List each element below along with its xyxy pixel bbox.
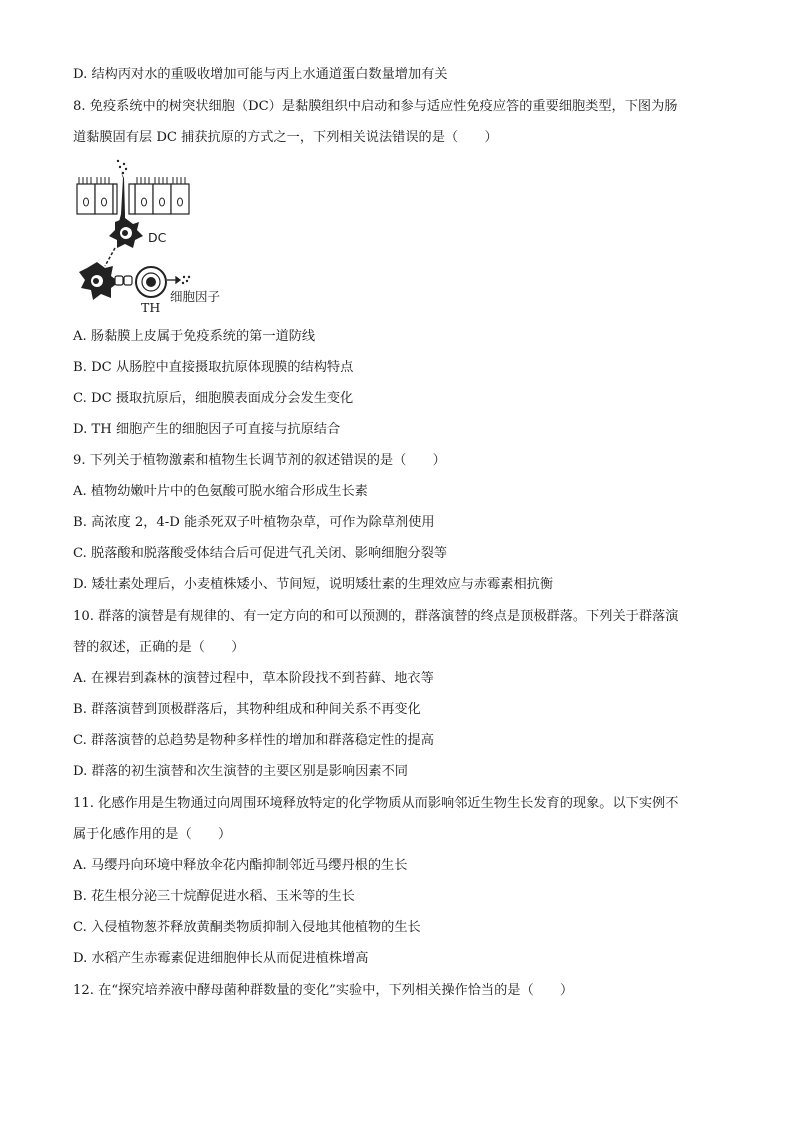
dc-antigen-figure <box>73 158 243 318</box>
th-label: TH <box>141 300 161 315</box>
dc-label: DC <box>148 230 167 245</box>
q8-option-c: C. DC 摄取抗原后，细胞膜表面成分会发生变化 <box>73 391 354 406</box>
q9-option-b: B. 高浓度 2，4-D 能杀死双子叶植物杂草，可作为除草剂使用 <box>73 515 435 530</box>
epithelium-layer-icon <box>77 184 189 214</box>
cytokine-label: 细胞因子 <box>170 289 221 304</box>
q9-option-c: C. 脱落酸和脱落酸受体结合后可促进气孔关闭、影响细胞分裂等 <box>73 546 448 561</box>
q12-stem: 12. 在“探究培养液中酵母菌种群数量的变化”实验中，下列相关操作恰当的是（ ） <box>73 983 574 998</box>
q11-option-a: A. 马缨丹向环境中释放伞花内酯抑制邻近马缨丹根的生长 <box>73 858 408 873</box>
q8-option-a: A. 肠黏膜上皮属于免疫系统的第一道防线 <box>73 329 316 344</box>
q10-option-c: C. 群落演替的总趋势是物种多样性的增加和群落稳定性的提高 <box>73 733 434 748</box>
antigen-dots-icon <box>117 160 127 174</box>
microvilli-icon <box>79 177 185 184</box>
q10-option-a: A. 在裸岩到森林的演替过程中，草本阶段找不到苔藓、地衣等 <box>73 671 434 686</box>
dc-cell-icon <box>79 262 119 300</box>
q11-stem-line-2: 属于化感作用的是（ ） <box>73 827 232 842</box>
dc-dendrite-icon <box>119 172 125 222</box>
th-cell-icon <box>136 267 166 297</box>
q10-stem-line-2: 替的叙述，正确的是（ ） <box>73 640 245 655</box>
q11-stem-line-1: 11. 化感作用是生物通过向周围环境释放特定的化学物质从而影响邻近生物生长发育的现象。以下实例不 <box>73 796 679 811</box>
q8-option-d: D. TH 细胞产生的细胞因子可直接与抗原结合 <box>73 422 341 437</box>
q10-option-b: B. 群落演替到顶极群落后，其物种组成和种间关系不再变化 <box>73 702 421 717</box>
q8-stem-line-1: 8. 免疫系统中的树突状细胞（DC）是黏膜组织中启动和参与适应性免疫应答的重要细胞类型，下图为肠 <box>73 99 678 114</box>
dc-cell-icon <box>109 218 143 248</box>
q10-stem-line-1: 10. 群落的演替是有规律的、有一定方向的和可以预测的，群落演替的终点是顶极群落。下列关于群落演 <box>73 609 679 624</box>
q9-option-d: D. 矮壮素处理后，小麦植株矮小、节间短，说明矮壮素的生理效应与赤霉素相抗衡 <box>73 577 554 592</box>
antigen-presentation-icon <box>115 276 132 285</box>
q10-option-d: D. 群落的初生演替和次生演替的主要区别是影响因素不同 <box>73 764 408 779</box>
q8-option-b: B. DC 从肠腔中直接摄取抗原体现膜的结构特点 <box>73 360 354 375</box>
cytokine-arrow-icon <box>167 276 190 284</box>
q11-option-b: B. 花生根分泌三十烷醇促进水稻、玉米等的生长 <box>73 889 355 904</box>
q11-option-c: C. 入侵植物葱芥释放黄酮类物质抑制入侵地其他植物的生长 <box>73 920 421 935</box>
q11-option-d: D. 水稻产生赤霉素促进细胞伸长从而促进植株增高 <box>73 951 369 966</box>
q9-stem: 9. 下列关于植物激素和植物生长调节剂的叙述错误的是（ ） <box>73 453 446 468</box>
q8-stem-line-2: 道黏膜固有层 DC 捕获抗原的方式之一，下列相关说法错误的是（ ） <box>73 130 498 145</box>
q9-option-a: A. 植物幼嫩叶片中的色氨酸可脱水缩合形成生长素 <box>73 484 368 499</box>
migration-arrow-icon <box>105 248 115 266</box>
q7-option-d: D. 结构丙对水的重吸收增加可能与丙上水通道蛋白数量增加有关 <box>73 67 448 82</box>
